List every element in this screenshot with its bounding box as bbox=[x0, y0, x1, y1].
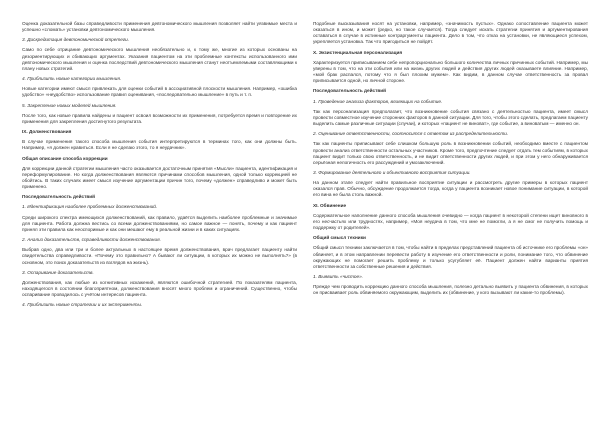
left-paragraph: IX. Долженствования bbox=[22, 129, 72, 135]
right-paragraph: Общий смысл техники bbox=[313, 235, 366, 241]
right-paragraph: Прежде чем проводить коррекцию данного способа мышления, полезно детально выявить у пациента обвинения, в которых он присваивает роль обвиняемого окружающим, выделить их (обвинение, у кого вызывают ли какие-то проблемы). bbox=[313, 284, 588, 296]
left-paragraph: В случае применения такого способа мышления события интерпретируются в терминах того, как они должны быть. Например, «я должен нравиться. Если я не сделаю этого, то я неудачник». bbox=[22, 139, 297, 151]
left-paragraph: Среди широкого спектра имеющихся долженствований, как правило, удаётся выделить наиболее проблемные и значимые для пациента. Работа должна вестись со всеми долженствованиями, но самое важное — понять, почему и как пациент принял эти правила как неоспоримые и как они мешают ему в реальной жизни и в каких ситуациях. bbox=[22, 214, 297, 232]
left-paragraph: Оценка доказательной базы справедливости применения девтономического мышления позволяет найти уязвимые места и успешно «сломать» установки девтономического мышления. bbox=[22, 21, 297, 33]
left-paragraph: 4. Приблизить новые категории мышления. bbox=[22, 76, 122, 82]
left-paragraph: Выбрав одно, два или три и более актуальных в настоящее время долженствования, врач предлагает пациенту найти свидетельства справедливости. «Почему это правильно? А бывают ли ситуации, в которых их можно не выполнять?» (в основном, это поиск доказательств из взглядов на жизнь). bbox=[22, 247, 297, 265]
right-paragraph: XI. Обвинение bbox=[313, 202, 347, 208]
left-paragraph: 4. Приблизить новые стратегии и их эксперименты. bbox=[22, 302, 143, 308]
right-paragraph: Содержательное наполнение данного способа мышления очевидно — когда пациент в некоторой степени ищет виновного в его несчастьях или трудностях, например, «Моя неудача в том, что мне не помогли, а я не смог не получить помощь и поддержку от родителей». bbox=[313, 212, 588, 231]
right-paragraph: 1. Выявить «чистое». bbox=[313, 274, 363, 279]
right-paragraph: Так как персонализация предполагает, что возникновение события связано с деятельностью пациента, имеет смысл провести совместное изучение сторонних факторов в данной ситуации. Для того, чтобы этого сделать, предлагаем пациенту выделить самые различные ситуации (случаи), и которых «пациент не виноват», где событие, а виноватым — именно он. bbox=[313, 108, 588, 127]
right-paragraph: 1. Проведение анализа факторов, влияющих на событие. bbox=[313, 98, 443, 104]
left-paragraph: Само по себе отрицание девтономического мышления необязательно и, к тому же, многие из которых основаны на дезориентирующих и сбивающих аргументах. Указания пациентом на эти проблемные контексты использованного ими девтономического мышления и оценка последствий девтономического мышления станут неотъемлемыми составляющими к плану новых стратегий. bbox=[22, 47, 297, 71]
right-paragraph: На данном этапе следует найти правильное восприятие ситуации и рассмотреть другие примеры в которых пациент оказался прав. Обычно, обсуждение продолжается тогда, когда у пациента возникает новое понимание ситуации, в которой его вина не была столь важной. bbox=[313, 180, 588, 198]
right-column bbox=[313, 21, 588, 418]
right-paragraph: Подобные высказывания носят на установки, например, «значимость пустых». Однако сопоставление пациента может оказаться в ином, и может (редко, но такое случается). Тогда следует искать стратегии принятия и аргументирования оставаться в случае в истинные контраргументы пациента. Дело в том, что отказ на установки, не являющиеся успехом, укрепляется установка. Так что пригодиться не пойдёт. bbox=[313, 21, 588, 45]
right-paragraph: Общий смысл техники заключается в том, чтобы найти в пределах представлений пациента об источнике его проблемы «он» обвиняет, и в этом направлении перевести работу в изучение его ответственности и роли, понимание того, что обвинение окружающих не помогает решить проблему и только усугубляет её. Пациент должен найти варианты приятия ответственности за собственные решения и действия. bbox=[313, 245, 588, 269]
left-paragraph: 2. Анализ доказательств, справедливости долженствования. bbox=[22, 237, 161, 243]
left-paragraph: 3. Оспаривание доказательств. bbox=[22, 269, 94, 275]
right-paragraph: X. Экзистенциальная персонализация bbox=[313, 49, 403, 55]
left-paragraph: После того, как новые правила найдены и пациент освоил возможности их применения, потребуется время и повторение их применения для закрепления достигнутого результата. bbox=[22, 112, 297, 124]
left-paragraph: 5. Закрепление новых моделей мышления. bbox=[22, 102, 117, 108]
right-paragraph: Последовательность действий bbox=[313, 88, 387, 94]
left-paragraph: Последовательность действий bbox=[22, 194, 96, 200]
left-paragraph: Для коррекции данной стратегии мышления часто оказывается достаточным принятия «Мысли» пациента, идентификация и переформулирование. Но когда долженствования являются причинами способов мышления, одной только коррекцией не обойтись. В таких случаях имеет смысл изучение аргументации причин того, почему «должен» справедливо и может быть применено. bbox=[22, 165, 297, 190]
left-paragraph: 1. Идентификация наиболее проблемных долженствований. bbox=[22, 204, 158, 210]
right-paragraph: Характеризуется приписыванием себе непропорционально большого количества личных причинных событий. Например, мы уверены в том, что на эти события или на жизнь других людей и действия других людей оказываете влияние. Например, «мой брак распался, потому что я был плохим мужем». Как видим, в данном случае ответственность за провал приписывается одной, но личной стороне. bbox=[313, 59, 588, 84]
right-paragraph: Так как пациенты приписывают себе слишком большую роль в возникновении событий, необходимо вместе с пациентом провести анализ ответственности остальных участников. Кроме того, предпочтение следует отдать тем событиям, в которых пациент видит только свою ответственность, и не видит ответственности других людей, и при этом у него обнаруживается серьёзная нелогичность его рассуждений и умозаключений. bbox=[313, 141, 588, 165]
left-paragraph: Общая описание способа коррекции bbox=[22, 155, 108, 161]
left-column bbox=[22, 21, 297, 418]
left-paragraph: Долженствования, как любые из когнитивных искажений, являются ошибочной стратегией. По показателям пациента, находящегося в состоянии благоприятном, долженствования вносят много проблем и ограничений. Существенно, чтобы оспаривание проводилось с учётом интересов пациента. bbox=[22, 279, 297, 298]
right-paragraph: 3. Формирование деятельного и объективного восприятия ситуации. bbox=[313, 169, 471, 175]
right-paragraph: 2. Оценивание ответственности, соотносится с ответом из распределительности. bbox=[313, 131, 509, 137]
left-paragraph: Новые категории имеют смысл привлекать для оценки событий в ассоциативной плоскости мышления. Например, «ошибка удобство» «неудобство» использование правил оценивания, «последовательно мышление» в путь и т. п. bbox=[22, 86, 297, 98]
left-paragraph: 3. Дискредитация девтономической отретеги. bbox=[22, 37, 130, 43]
